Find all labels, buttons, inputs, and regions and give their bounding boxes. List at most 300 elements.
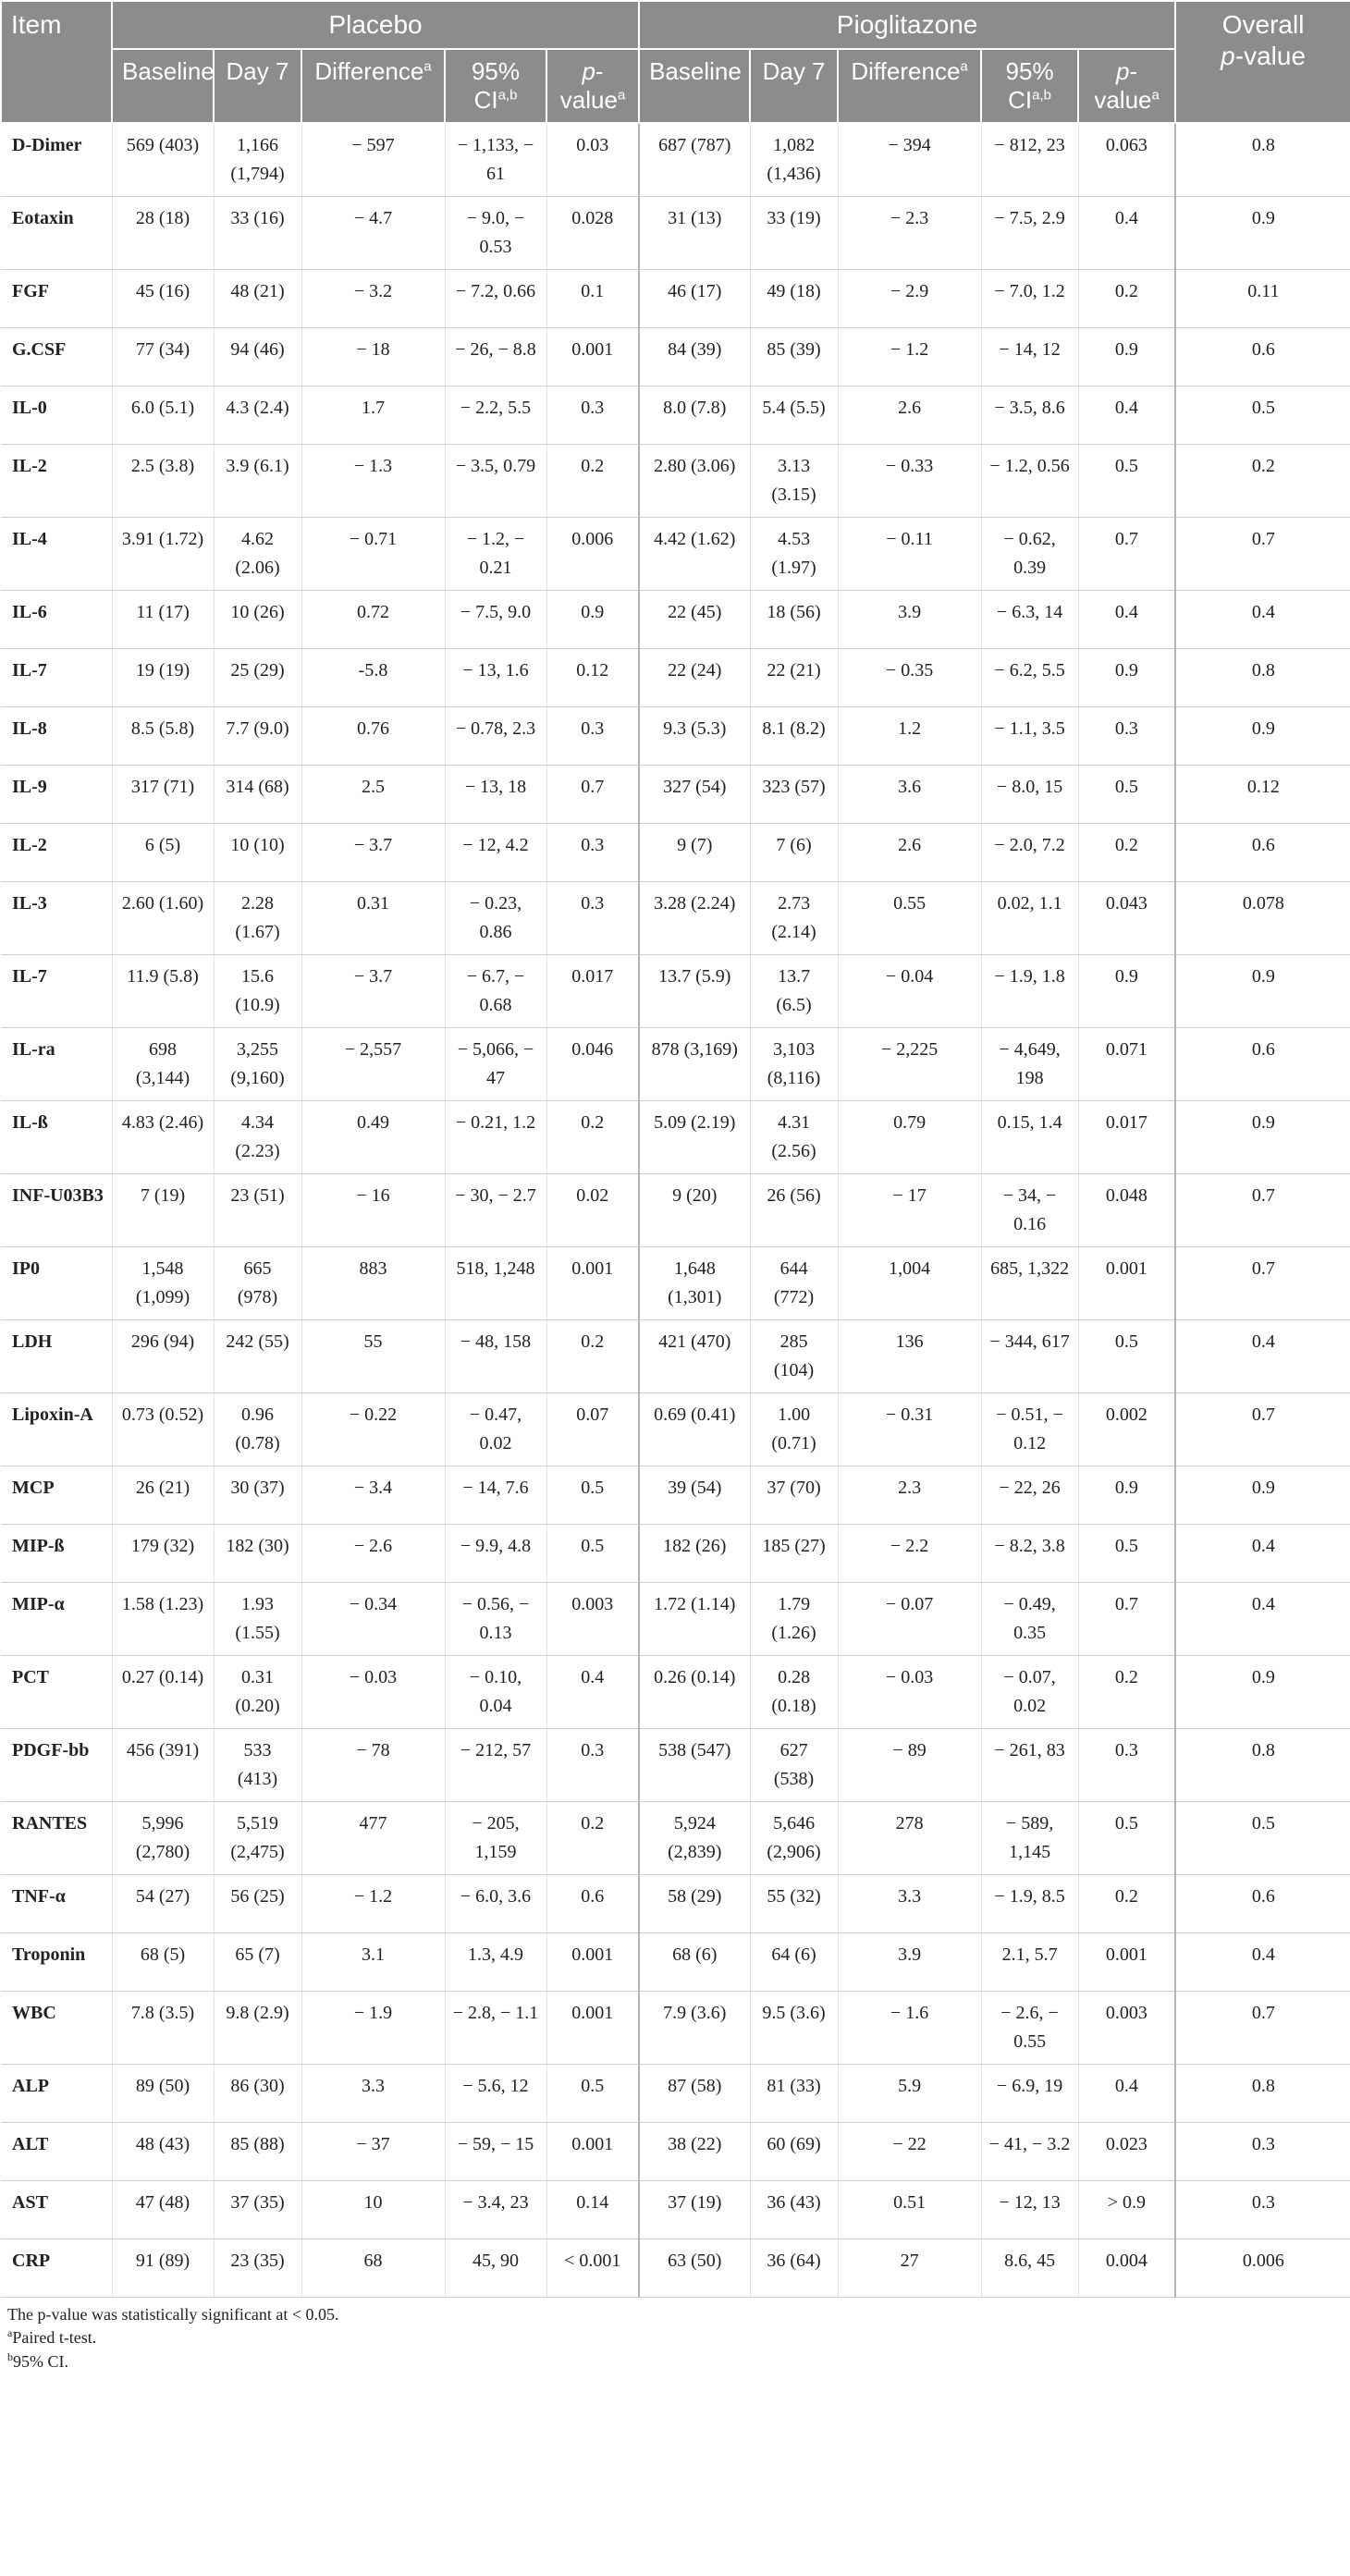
pioglitazone-difference-cell: 3.9 — [838, 1932, 981, 1991]
pioglitazone-day7-cell: 0.28 (0.18) — [750, 1655, 838, 1728]
pioglitazone-ci-cell: − 1.1, 3.5 — [981, 706, 1078, 765]
placebo-baseline-header: Baseline — [112, 49, 214, 123]
placebo-p-value-cell: < 0.001 — [546, 2239, 639, 2297]
placebo-baseline-cell: 0.27 (0.14) — [112, 1655, 214, 1728]
placebo-difference-cell: − 0.03 — [301, 1655, 445, 1728]
placebo-difference-cell: 1.7 — [301, 386, 445, 444]
placebo-ci-cell: − 1,133, − 61 — [445, 123, 546, 197]
table-row — [1, 444, 1350, 517]
table-row — [1, 327, 1350, 386]
table-row — [1, 1655, 1350, 1728]
pioglitazone-group-header: Pioglitazone — [639, 1, 1175, 49]
placebo-ci-header — [445, 49, 546, 123]
placebo-p-value-cell: 0.3 — [546, 823, 639, 881]
pioglitazone-day7-cell: 2.73 (2.14) — [750, 881, 838, 954]
pioglitazone-day7-cell: 5,646 (2,906) — [750, 1801, 838, 1874]
pioglitazone-p-value-cell: 0.5 — [1078, 1524, 1175, 1582]
pioglitazone-day7-cell: 18 (56) — [750, 590, 838, 648]
placebo-p-value-cell: 0.001 — [546, 1991, 639, 2064]
item-cell: Troponin — [1, 1932, 112, 1991]
pioglitazone-ci-cell: − 0.49, 0.35 — [981, 1582, 1078, 1655]
footnote-a-mark: a — [423, 57, 432, 74]
pioglitazone-baseline-cell: 687 (787) — [639, 123, 750, 197]
placebo-ci-cell: − 13, 18 — [445, 765, 546, 823]
placebo-p-value-cell: 0.017 — [546, 954, 639, 1027]
pioglitazone-day7-cell: 644 (772) — [750, 1246, 838, 1319]
pioglitazone-day7-cell: 9.5 (3.6) — [750, 1991, 838, 2064]
pioglitazone-day7-cell: 3,103 (8,116) — [750, 1027, 838, 1100]
table-row — [1, 1392, 1350, 1466]
placebo-baseline-cell: 48 (43) — [112, 2122, 214, 2180]
pioglitazone-day7-cell: 49 (18) — [750, 269, 838, 327]
item-cell: G.CSF — [1, 327, 112, 386]
placebo-p-value-cell: 0.12 — [546, 648, 639, 706]
table-row — [1, 1801, 1350, 1874]
p-value-label: value — [1094, 85, 1152, 114]
placebo-day7-cell: 2.28 (1.67) — [214, 881, 301, 954]
placebo-baseline-cell: 54 (27) — [112, 1874, 214, 1932]
pioglitazone-ci-cell: − 0.62, 0.39 — [981, 517, 1078, 590]
ci-label: 95% — [1005, 56, 1054, 85]
pioglitazone-day7-cell: 185 (27) — [750, 1524, 838, 1582]
placebo-difference-cell: − 1.9 — [301, 1991, 445, 2064]
pioglitazone-difference-cell: 2.3 — [838, 1466, 981, 1524]
item-cell: WBC — [1, 1991, 112, 2064]
placebo-ci-cell: 1.3, 4.9 — [445, 1932, 546, 1991]
overall-p-value-cell: 0.8 — [1175, 123, 1350, 197]
overall-p-value-cell: 0.5 — [1175, 386, 1350, 444]
table-row — [1, 648, 1350, 706]
pioglitazone-difference-cell: − 1.2 — [838, 327, 981, 386]
item-cell: IL-ß — [1, 1100, 112, 1173]
table-row — [1, 1027, 1350, 1100]
pioglitazone-p-value-cell: 0.2 — [1078, 823, 1175, 881]
table-row — [1, 2239, 1350, 2297]
pioglitazone-p-value-cell: 0.043 — [1078, 881, 1175, 954]
item-cell: D-Dimer — [1, 123, 112, 197]
overall-p-value-cell: 0.3 — [1175, 2122, 1350, 2180]
placebo-p-value-cell: 0.03 — [546, 123, 639, 197]
table-body — [1, 123, 1350, 2298]
placebo-day7-cell: 23 (35) — [214, 2239, 301, 2297]
placebo-p-value-cell: 0.07 — [546, 1392, 639, 1466]
ci-tail: CI — [1008, 85, 1033, 114]
pioglitazone-p-value-cell: > 0.9 — [1078, 2180, 1175, 2239]
pioglitazone-difference-cell: − 2.9 — [838, 269, 981, 327]
placebo-baseline-cell: 698 (3,144) — [112, 1027, 214, 1100]
placebo-difference-cell: − 1.2 — [301, 1874, 445, 1932]
placebo-baseline-cell: 456 (391) — [112, 1728, 214, 1801]
pioglitazone-difference-cell: − 0.33 — [838, 444, 981, 517]
placebo-ci-cell: − 7.2, 0.66 — [445, 269, 546, 327]
pioglitazone-difference-cell: 0.55 — [838, 881, 981, 954]
pioglitazone-day7-cell: 3.13 (3.15) — [750, 444, 838, 517]
pioglitazone-ci-cell: 2.1, 5.7 — [981, 1932, 1078, 1991]
pioglitazone-difference-cell: 136 — [838, 1319, 981, 1392]
placebo-difference-cell: 3.1 — [301, 1932, 445, 1991]
pioglitazone-ci-cell: − 3.5, 8.6 — [981, 386, 1078, 444]
placebo-ci-cell: − 9.9, 4.8 — [445, 1524, 546, 1582]
item-cell: RANTES — [1, 1801, 112, 1874]
overall-p-value-cell: 0.6 — [1175, 823, 1350, 881]
item-cell: IL-8 — [1, 706, 112, 765]
pioglitazone-baseline-cell: 84 (39) — [639, 327, 750, 386]
footnote-a — [7, 2325, 1343, 2349]
pioglitazone-p-value-cell: 0.7 — [1078, 1582, 1175, 1655]
pioglitazone-p-value-cell: 0.5 — [1078, 1319, 1175, 1392]
footnote-a-text: Paired t-test. — [12, 2328, 97, 2348]
table-row — [1, 765, 1350, 823]
table-row — [1, 2180, 1350, 2239]
header-column-row — [1, 49, 1350, 123]
placebo-p-value-cell: 0.02 — [546, 1173, 639, 1246]
placebo-baseline-cell: 317 (71) — [112, 765, 214, 823]
pioglitazone-difference-cell: 3.3 — [838, 1874, 981, 1932]
pioglitazone-baseline-cell: 38 (22) — [639, 2122, 750, 2180]
placebo-difference-cell: − 0.22 — [301, 1392, 445, 1466]
placebo-difference-cell: 0.49 — [301, 1100, 445, 1173]
pioglitazone-ci-cell: 0.02, 1.1 — [981, 881, 1078, 954]
placebo-day7-cell: 30 (37) — [214, 1466, 301, 1524]
placebo-p-header — [546, 49, 639, 123]
pioglitazone-baseline-cell: 9 (20) — [639, 1173, 750, 1246]
placebo-baseline-cell: 89 (50) — [112, 2064, 214, 2122]
placebo-difference-cell: − 3.7 — [301, 954, 445, 1027]
pioglitazone-difference-cell: − 17 — [838, 1173, 981, 1246]
pioglitazone-baseline-cell: 13.7 (5.9) — [639, 954, 750, 1027]
pioglitazone-ci-cell: − 1.9, 8.5 — [981, 1874, 1078, 1932]
pioglitazone-day7-cell: 627 (538) — [750, 1728, 838, 1801]
placebo-day7-cell: 3,255 (9,160) — [214, 1027, 301, 1100]
placebo-day7-cell: 0.96 (0.78) — [214, 1392, 301, 1466]
pioglitazone-baseline-header: Baseline — [639, 49, 750, 123]
pioglitazone-difference-cell: − 22 — [838, 2122, 981, 2180]
pioglitazone-p-value-cell: 0.063 — [1078, 123, 1175, 197]
placebo-baseline-cell: 91 (89) — [112, 2239, 214, 2297]
overall-p-value-cell: 0.3 — [1175, 2180, 1350, 2239]
placebo-difference-cell: 3.3 — [301, 2064, 445, 2122]
placebo-day7-cell: 665 (978) — [214, 1246, 301, 1319]
pioglitazone-p-value-cell: 0.003 — [1078, 1991, 1175, 2064]
placebo-day7-cell: 533 (413) — [214, 1728, 301, 1801]
placebo-day7-cell: 314 (68) — [214, 765, 301, 823]
pioglitazone-p-value-cell: 0.9 — [1078, 327, 1175, 386]
pioglitazone-p-value-cell: 0.9 — [1078, 648, 1175, 706]
pioglitazone-baseline-cell: 1,648 (1,301) — [639, 1246, 750, 1319]
placebo-day7-cell: 1,166 (1,794) — [214, 123, 301, 197]
pioglitazone-baseline-cell: 327 (54) — [639, 765, 750, 823]
placebo-difference-cell: − 0.34 — [301, 1582, 445, 1655]
item-cell: AST — [1, 2180, 112, 2239]
footnote-a-mark: a — [617, 87, 626, 104]
pioglitazone-baseline-cell: 2.80 (3.06) — [639, 444, 750, 517]
pioglitazone-day7-cell: 37 (70) — [750, 1466, 838, 1524]
table-row — [1, 2122, 1350, 2180]
placebo-p-value-cell: 0.3 — [546, 1728, 639, 1801]
item-cell: CRP — [1, 2239, 112, 2297]
pioglitazone-ci-cell: − 1.9, 1.8 — [981, 954, 1078, 1027]
footnote-a-marker: a — [7, 2326, 13, 2340]
table-row — [1, 123, 1350, 197]
placebo-baseline-cell: 0.73 (0.52) — [112, 1392, 214, 1466]
placebo-ci-cell: − 2.2, 5.5 — [445, 386, 546, 444]
table-row — [1, 1874, 1350, 1932]
placebo-difference-cell: − 1.3 — [301, 444, 445, 517]
pioglitazone-day7-cell: 64 (6) — [750, 1932, 838, 1991]
placebo-ci-cell: − 3.4, 23 — [445, 2180, 546, 2239]
pioglitazone-ci-cell: 0.15, 1.4 — [981, 1100, 1078, 1173]
table-row — [1, 1524, 1350, 1582]
placebo-ci-cell: − 205, 1,159 — [445, 1801, 546, 1874]
placebo-ci-cell: − 12, 4.2 — [445, 823, 546, 881]
pioglitazone-ci-cell: 685, 1,322 — [981, 1246, 1078, 1319]
pioglitazone-baseline-cell: 37 (19) — [639, 2180, 750, 2239]
overall-p-value-cell: 0.9 — [1175, 196, 1350, 269]
item-cell: IL-2 — [1, 823, 112, 881]
placebo-ci-cell: 45, 90 — [445, 2239, 546, 2297]
placebo-difference-cell: -5.8 — [301, 648, 445, 706]
pioglitazone-day7-cell: 85 (39) — [750, 327, 838, 386]
pioglitazone-difference-cell: − 0.07 — [838, 1582, 981, 1655]
placebo-baseline-cell: 28 (18) — [112, 196, 214, 269]
overall-p-value-cell: 0.8 — [1175, 648, 1350, 706]
placebo-ci-cell: − 3.5, 0.79 — [445, 444, 546, 517]
item-cell: IL-9 — [1, 765, 112, 823]
table-row — [1, 1100, 1350, 1173]
placebo-p-value-cell: 0.001 — [546, 1246, 639, 1319]
placebo-day7-cell: 4.34 (2.23) — [214, 1100, 301, 1173]
item-cell: PCT — [1, 1655, 112, 1728]
item-cell: TNF-α — [1, 1874, 112, 1932]
placebo-day7-cell: 1.93 (1.55) — [214, 1582, 301, 1655]
pioglitazone-difference-cell: 2.6 — [838, 823, 981, 881]
pioglitazone-p-value-cell: 0.004 — [1078, 2239, 1175, 2297]
placebo-baseline-cell: 5,996 (2,780) — [112, 1801, 214, 1874]
item-cell: INF-U03B3 — [1, 1173, 112, 1246]
pioglitazone-day7-cell: 33 (19) — [750, 196, 838, 269]
table-row — [1, 881, 1350, 954]
placebo-difference-cell: − 37 — [301, 2122, 445, 2180]
placebo-baseline-cell: 8.5 (5.8) — [112, 706, 214, 765]
pioglitazone-difference-cell: 27 — [838, 2239, 981, 2297]
overall-p-value-cell: 0.7 — [1175, 1246, 1350, 1319]
overall-p-value-cell: 0.9 — [1175, 1466, 1350, 1524]
pioglitazone-ci-header — [981, 49, 1078, 123]
item-cell: MIP-ß — [1, 1524, 112, 1582]
pioglitazone-ci-cell: − 14, 12 — [981, 327, 1078, 386]
placebo-baseline-cell: 179 (32) — [112, 1524, 214, 1582]
pioglitazone-p-header — [1078, 49, 1175, 123]
pioglitazone-baseline-cell: 0.26 (0.14) — [639, 1655, 750, 1728]
overall-p-suffix: -value — [1234, 41, 1307, 70]
placebo-baseline-cell: 1.58 (1.23) — [112, 1582, 214, 1655]
placebo-day7-cell: 3.9 (6.1) — [214, 444, 301, 517]
table-row — [1, 1319, 1350, 1392]
pioglitazone-p-value-cell: 0.3 — [1078, 706, 1175, 765]
item-column-header: Item — [1, 1, 112, 123]
placebo-p-value-cell: 0.028 — [546, 196, 639, 269]
pioglitazone-p-value-cell: 0.002 — [1078, 1392, 1175, 1466]
pioglitazone-p-value-cell: 0.4 — [1078, 196, 1175, 269]
placebo-difference-cell: 68 — [301, 2239, 445, 2297]
placebo-p-value-cell: 0.7 — [546, 765, 639, 823]
pioglitazone-p-value-cell: 0.001 — [1078, 1932, 1175, 1991]
overall-p-value-cell: 0.2 — [1175, 444, 1350, 517]
placebo-difference-cell: − 597 — [301, 123, 445, 197]
placebo-day7-cell: 37 (35) — [214, 2180, 301, 2239]
pioglitazone-baseline-cell: 5,924 (2,839) — [639, 1801, 750, 1874]
pioglitazone-day7-cell: 36 (64) — [750, 2239, 838, 2297]
placebo-difference-header — [301, 49, 445, 123]
overall-p-value-cell: 0.4 — [1175, 590, 1350, 648]
pioglitazone-baseline-cell: 9 (7) — [639, 823, 750, 881]
overall-p-value-cell: 0.8 — [1175, 1728, 1350, 1801]
placebo-ci-cell: 518, 1,248 — [445, 1246, 546, 1319]
pioglitazone-day7-cell: 60 (69) — [750, 2122, 838, 2180]
pioglitazone-p-value-cell: 0.9 — [1078, 1466, 1175, 1524]
pioglitazone-ci-cell: − 8.2, 3.8 — [981, 1524, 1078, 1582]
placebo-day7-cell: 7.7 (9.0) — [214, 706, 301, 765]
placebo-day7-cell: 4.62 (2.06) — [214, 517, 301, 590]
overall-p-letter: p — [1221, 41, 1235, 70]
pioglitazone-baseline-cell: 63 (50) — [639, 2239, 750, 2297]
placebo-day7-cell: 85 (88) — [214, 2122, 301, 2180]
pioglitazone-p-value-cell: 0.7 — [1078, 517, 1175, 590]
placebo-baseline-cell: 1,548 (1,099) — [112, 1246, 214, 1319]
overall-p-value-cell: 0.9 — [1175, 1655, 1350, 1728]
placebo-baseline-cell: 11.9 (5.8) — [112, 954, 214, 1027]
overall-p-value-cell: 0.7 — [1175, 1392, 1350, 1466]
overall-p-value-cell: 0.6 — [1175, 1027, 1350, 1100]
placebo-difference-cell: − 2.6 — [301, 1524, 445, 1582]
ci-label: 95% — [471, 56, 521, 85]
significance-note: The p-value was statistically significant at < 0.05. — [7, 2304, 339, 2324]
placebo-ci-cell: − 48, 158 — [445, 1319, 546, 1392]
table-row — [1, 1932, 1350, 1991]
p-letter: p — [582, 56, 595, 85]
placebo-baseline-cell: 2.60 (1.60) — [112, 881, 214, 954]
table-row — [1, 196, 1350, 269]
p-value-label: value — [559, 85, 618, 114]
pioglitazone-p-value-cell: 0.4 — [1078, 590, 1175, 648]
placebo-day7-cell: 4.3 (2.4) — [214, 386, 301, 444]
pioglitazone-day7-cell: 13.7 (6.5) — [750, 954, 838, 1027]
pioglitazone-ci-cell: 8.6, 45 — [981, 2239, 1078, 2297]
pioglitazone-day7-cell: 55 (32) — [750, 1874, 838, 1932]
overall-p-value-cell: 0.6 — [1175, 327, 1350, 386]
placebo-ci-cell: − 59, − 15 — [445, 2122, 546, 2180]
placebo-day7-cell: 242 (55) — [214, 1319, 301, 1392]
placebo-baseline-cell: 7.8 (3.5) — [112, 1991, 214, 2064]
placebo-p-value-cell: 0.3 — [546, 386, 639, 444]
pioglitazone-difference-cell: − 2.2 — [838, 1524, 981, 1582]
pioglitazone-p-value-cell: 0.5 — [1078, 444, 1175, 517]
placebo-ci-cell: − 0.47, 0.02 — [445, 1392, 546, 1466]
placebo-ci-cell: − 7.5, 9.0 — [445, 590, 546, 648]
placebo-p-value-cell: 0.001 — [546, 2122, 639, 2180]
placebo-ci-cell: − 9.0, − 0.53 — [445, 196, 546, 269]
pioglitazone-ci-cell: − 7.5, 2.9 — [981, 196, 1078, 269]
placebo-ci-cell: − 5.6, 12 — [445, 2064, 546, 2122]
table-row — [1, 1173, 1350, 1246]
pioglitazone-p-value-cell: 0.5 — [1078, 1801, 1175, 1874]
table-row — [1, 1246, 1350, 1319]
pioglitazone-day7-header: Day 7 — [750, 49, 838, 123]
placebo-day7-cell: 56 (25) — [214, 1874, 301, 1932]
pioglitazone-ci-cell: − 4,649, 198 — [981, 1027, 1078, 1100]
pioglitazone-ci-cell: − 344, 617 — [981, 1319, 1078, 1392]
placebo-day7-cell: 9.8 (2.9) — [214, 1991, 301, 2064]
overall-label: Overall — [1221, 10, 1305, 39]
pioglitazone-day7-cell: 1.00 (0.71) — [750, 1392, 838, 1466]
pioglitazone-ci-cell: − 7.0, 1.2 — [981, 269, 1078, 327]
placebo-day7-cell: 33 (16) — [214, 196, 301, 269]
placebo-ci-cell: − 1.2, − 0.21 — [445, 517, 546, 590]
table-row — [1, 954, 1350, 1027]
placebo-baseline-cell: 11 (17) — [112, 590, 214, 648]
pioglitazone-day7-cell: 5.4 (5.5) — [750, 386, 838, 444]
table-row — [1, 1466, 1350, 1524]
placebo-baseline-cell: 45 (16) — [112, 269, 214, 327]
pioglitazone-baseline-cell: 8.0 (7.8) — [639, 386, 750, 444]
pioglitazone-difference-cell: 5.9 — [838, 2064, 981, 2122]
pioglitazone-baseline-cell: 182 (26) — [639, 1524, 750, 1582]
item-cell: LDH — [1, 1319, 112, 1392]
footnote-ab-mark: a,b — [1032, 87, 1051, 104]
placebo-baseline-cell: 4.83 (2.46) — [112, 1100, 214, 1173]
placebo-baseline-cell: 569 (403) — [112, 123, 214, 197]
pioglitazone-day7-cell: 4.31 (2.56) — [750, 1100, 838, 1173]
pioglitazone-day7-cell: 323 (57) — [750, 765, 838, 823]
overall-p-value-cell: 0.9 — [1175, 954, 1350, 1027]
pioglitazone-baseline-cell: 7.9 (3.6) — [639, 1991, 750, 2064]
placebo-ci-cell: − 2.8, − 1.1 — [445, 1991, 546, 2064]
overall-p-value-cell: 0.8 — [1175, 2064, 1350, 2122]
pioglitazone-baseline-cell: 1.72 (1.14) — [639, 1582, 750, 1655]
table-header — [1, 1, 1350, 123]
item-cell: FGF — [1, 269, 112, 327]
item-cell: IL-2 — [1, 444, 112, 517]
placebo-p-value-cell: 0.1 — [546, 269, 639, 327]
pioglitazone-ci-cell: − 22, 26 — [981, 1466, 1078, 1524]
pioglitazone-p-value-cell: 0.9 — [1078, 954, 1175, 1027]
placebo-difference-cell: 2.5 — [301, 765, 445, 823]
pioglitazone-baseline-cell: 87 (58) — [639, 2064, 750, 2122]
placebo-ci-cell: − 14, 7.6 — [445, 1466, 546, 1524]
overall-p-value-cell: 0.4 — [1175, 1524, 1350, 1582]
pioglitazone-day7-cell: 285 (104) — [750, 1319, 838, 1392]
header-group-row — [1, 1, 1350, 49]
pioglitazone-baseline-cell: 878 (3,169) — [639, 1027, 750, 1100]
pioglitazone-difference-cell: − 0.03 — [838, 1655, 981, 1728]
pioglitazone-baseline-cell: 68 (6) — [639, 1932, 750, 1991]
placebo-ci-cell: − 6.7, − 0.68 — [445, 954, 546, 1027]
pioglitazone-ci-cell: − 6.3, 14 — [981, 590, 1078, 648]
overall-p-header — [1175, 1, 1350, 123]
overall-p-value-cell: 0.12 — [1175, 765, 1350, 823]
pioglitazone-baseline-cell: 58 (29) — [639, 1874, 750, 1932]
table-row — [1, 517, 1350, 590]
item-cell: PDGF-bb — [1, 1728, 112, 1801]
placebo-ci-cell: − 0.56, − 0.13 — [445, 1582, 546, 1655]
pioglitazone-day7-cell: 8.1 (8.2) — [750, 706, 838, 765]
placebo-p-value-cell: 0.003 — [546, 1582, 639, 1655]
placebo-ci-cell: − 6.0, 3.6 — [445, 1874, 546, 1932]
placebo-p-value-cell: 0.5 — [546, 2064, 639, 2122]
placebo-difference-cell: − 0.71 — [301, 517, 445, 590]
placebo-day7-cell: 94 (46) — [214, 327, 301, 386]
placebo-difference-cell: 10 — [301, 2180, 445, 2239]
